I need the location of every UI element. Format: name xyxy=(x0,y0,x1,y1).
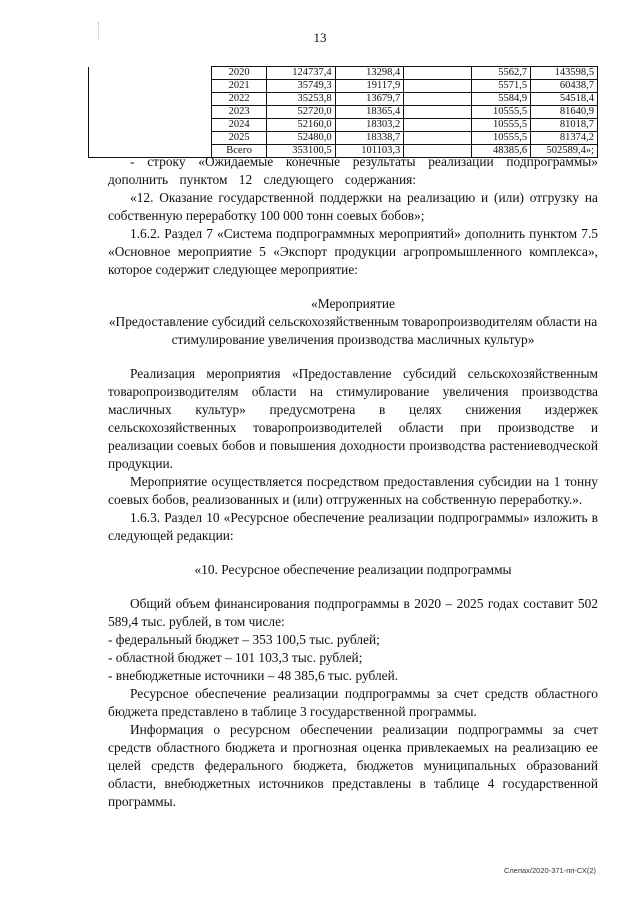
paragraph: - строку «Ожидаемые конечные результаты реализации подпрограммы» дополнить пунктом 12 следующего содержания: xyxy=(108,154,598,187)
list-item: - федеральный бюджет – 353 100,5 тыс. рублей; xyxy=(108,632,380,647)
page-number: 13 xyxy=(313,30,327,45)
list-item: - внебюджетные источники – 48 385,6 тыс. рублей. xyxy=(108,668,399,683)
paragraph: Мероприятие осуществляется посредством предоставления субсидии на 1 тонну соевых бобов, реализованных и (или) отгруженных на собственную переработку.». xyxy=(108,474,598,507)
table-cell-year: 2020 xyxy=(212,67,267,80)
table-row xyxy=(89,93,598,106)
section-heading: «Мероприятие xyxy=(311,296,395,311)
table-cell-municipal xyxy=(404,93,472,106)
table-cell-empty xyxy=(89,80,212,93)
table-cell-federal: 52480,0 xyxy=(266,132,335,145)
table-cell-empty xyxy=(89,67,212,80)
paragraph: «12. Оказание государственной поддержки на реализацию и (или) отгрузку на собственную переработку 100 000 тонн соевых бобов»; xyxy=(108,190,598,223)
table-row xyxy=(89,106,598,119)
section-heading: «Предоставление субсидий сельскохозяйственным товаропроизводителям области на стимулирование увеличения производства масличных культур» xyxy=(108,314,598,347)
table-cell-empty xyxy=(89,119,212,132)
table-row xyxy=(89,119,598,132)
table-cell-year: 2023 xyxy=(212,106,267,119)
paragraph: 1.6.3. Раздел 10 «Ресурсное обеспечение реализации подпрограммы» изложить в следующей редакции: xyxy=(108,510,598,543)
section-heading: «10. Ресурсное обеспечение реализации подпрограммы xyxy=(194,562,512,577)
table-cell-total: 81640,9 xyxy=(531,106,598,119)
table-cell-municipal xyxy=(404,67,472,80)
table-cell-federal: 35253,8 xyxy=(266,93,335,106)
table-cell-federal: 124737,4 xyxy=(266,67,335,80)
table-cell-regional: 19117,9 xyxy=(335,80,404,93)
table-cell-federal: 353100,5 xyxy=(266,145,335,158)
table-cell-extrabudget: 5571,5 xyxy=(472,80,531,93)
table-cell-regional: 18338,7 xyxy=(335,132,404,145)
table-cell-regional: 101103,3 xyxy=(335,145,404,158)
table-cell-regional: 18303,2 xyxy=(335,119,404,132)
table-cell-total: 143598,5 xyxy=(531,67,598,80)
table-cell-empty xyxy=(89,132,212,145)
list-item: - областной бюджет – 101 103,3 тыс. рублей; xyxy=(108,650,363,665)
paragraph: Ресурсное обеспечение реализации подпрограммы за счет средств областного бюджета представлено в таблице 3 государственной программы. xyxy=(108,686,598,719)
table-cell-total: 81374,2 xyxy=(531,132,598,145)
table-cell-year: 2024 xyxy=(212,119,267,132)
table-cell-extrabudget: 10555,5 xyxy=(472,132,531,145)
table-cell-extrabudget: 48385,6 xyxy=(472,145,531,158)
table-cell-federal: 52160,0 xyxy=(266,119,335,132)
table-cell-regional: 18365,4 xyxy=(335,106,404,119)
table-cell-extrabudget: 10555,5 xyxy=(472,119,531,132)
table-cell-federal: 52720,0 xyxy=(266,106,335,119)
table-cell-regional: 13298,4 xyxy=(335,67,404,80)
table-cell-extrabudget: 5584,9 xyxy=(472,93,531,106)
paragraph: Реализация мероприятия «Предоставление субсидий сельскохозяйственным товаропроизводителям области на стимулирование увеличения производства масличных культур» предусмотрена в целях снижения издержек сельскохозяйственных товаропроизводителей области при производстве и реализации соевых бобов и повышения доходности производства растениеводческой продукции. xyxy=(108,366,598,471)
table-cell-extrabudget: 10555,5 xyxy=(472,106,531,119)
table-cell-year: Всего xyxy=(212,145,267,158)
table-cell-total: 60438,7 xyxy=(531,80,598,93)
table-cell-total: 81018,7 xyxy=(531,119,598,132)
table-cell-municipal xyxy=(404,132,472,145)
document-body xyxy=(108,153,598,811)
table-cell-municipal xyxy=(404,80,472,93)
paragraph: 1.6.2. Раздел 7 «Система подпрограммных мероприятий» дополнить пунктом 7.5 «Основное мероприятие 5 «Экспорт продукции агропромышленного комплекса», которое содержит следующее мероприятие: xyxy=(108,226,598,277)
table-cell-total: 54518,4 xyxy=(531,93,598,106)
document-code: Слепах/2020-371-пп-СХ(2) xyxy=(503,866,596,875)
table-cell-municipal xyxy=(404,119,472,132)
table-cell-year: 2022 xyxy=(212,93,267,106)
table-cell-empty xyxy=(89,93,212,106)
table-cell-empty xyxy=(89,106,212,119)
table-cell-total: 502589,4»; xyxy=(531,145,598,158)
paragraph: Информация о ресурсном обеспечении реализации подпрограммы за счет средств областного бюджета и прогнозная оценка привлекаемых на реализацию ее целей средств федерального бюджета, бюджетов муниципальных образований области, внебюджетных источников представлены в таблице 4 государственной программы. xyxy=(108,722,598,809)
table-row xyxy=(89,80,598,93)
table-cell-year: 2021 xyxy=(212,80,267,93)
table-cell-extrabudget: 5562,7 xyxy=(472,67,531,80)
table-cell-year: 2025 xyxy=(212,132,267,145)
funding-table xyxy=(88,66,598,158)
paragraph: Общий объем финансирования подпрограммы в 2020 – 2025 годах составит 502 589,4 тыс. рублей, в том числе: xyxy=(108,596,598,629)
table-row xyxy=(89,67,598,80)
table-cell-federal: 35749,3 xyxy=(266,80,335,93)
table-cell-regional: 13679,7 xyxy=(335,93,404,106)
table-row xyxy=(89,132,598,145)
table-cell-municipal xyxy=(404,106,472,119)
